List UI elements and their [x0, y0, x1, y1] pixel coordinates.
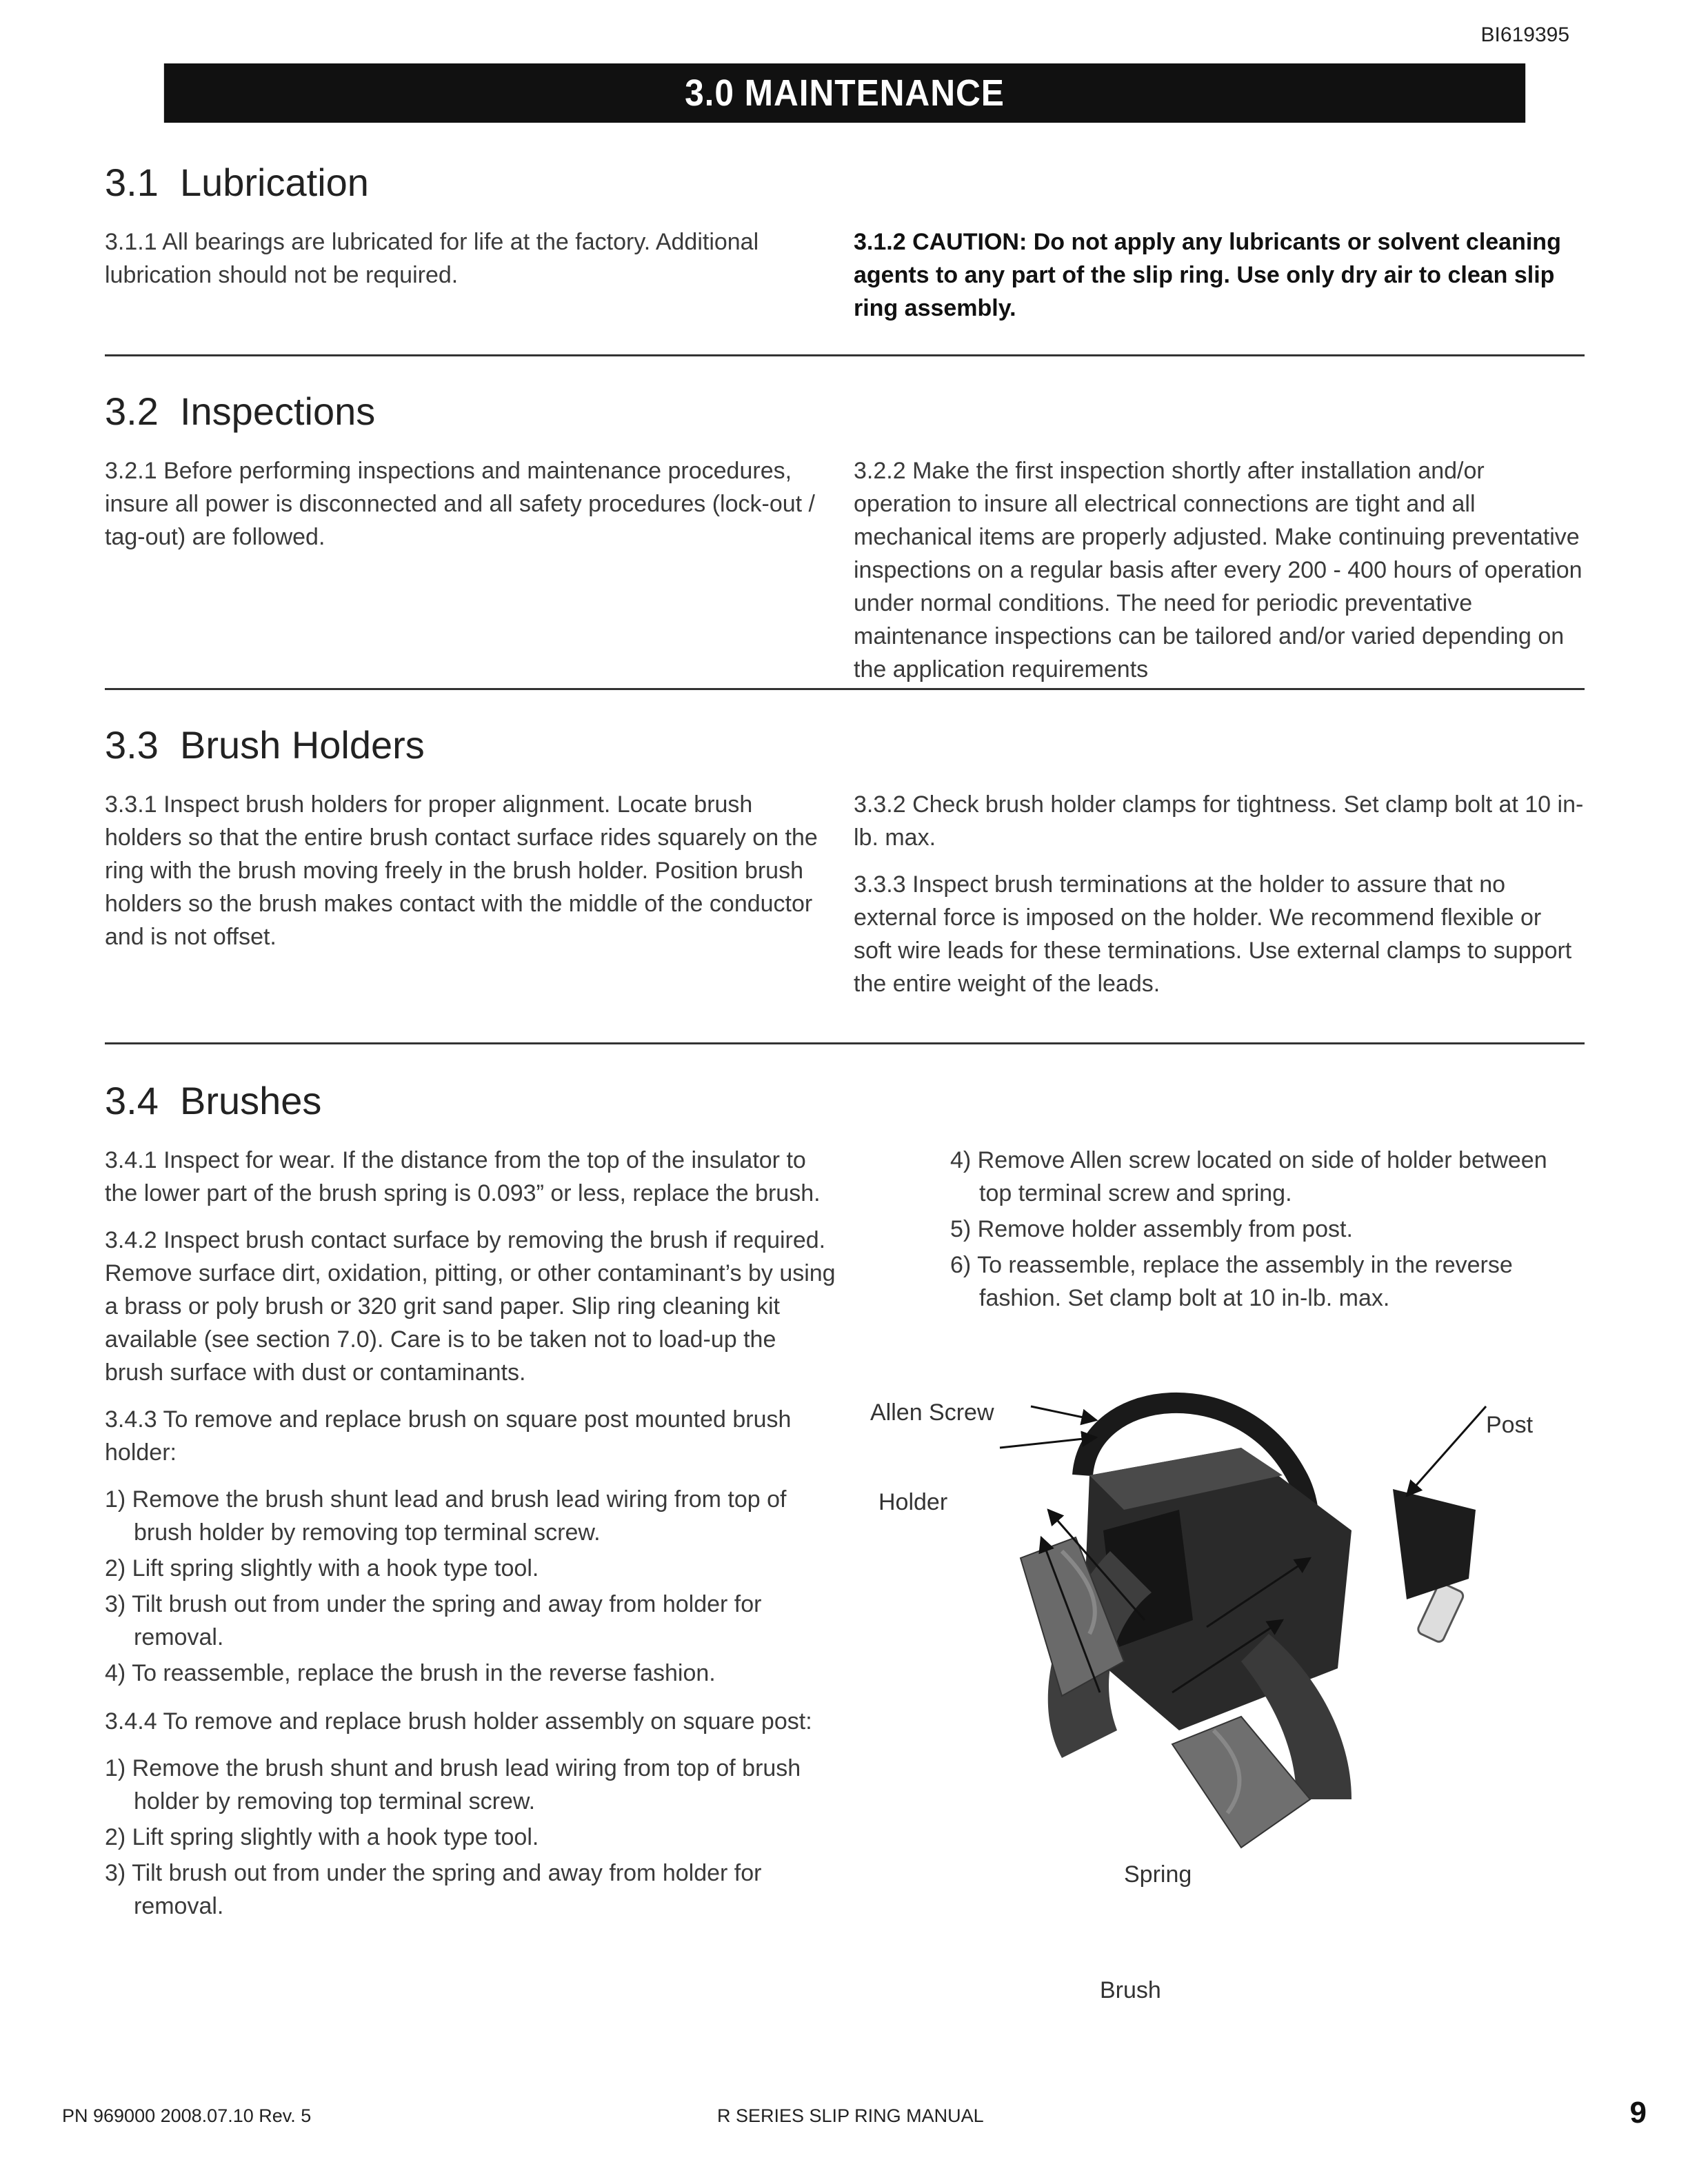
callout-spring: Spring	[1124, 1861, 1192, 1888]
steps-replace-holder-continued	[950, 1144, 1585, 1315]
paragraph-3-4-2: 3.4.2 Inspect brush contact surface by removing the brush if required. Remove surface dirt, oxidation, pitting, or other contaminant’s by using a brass or poly brush or 320 grit sand paper. Slip ring cleaning kit available (see section 7.0). Care is to be taken not to load-up the brush surface with dust or contaminants.	[105, 1227, 836, 1386]
post-block	[1393, 1489, 1476, 1599]
chapter-banner: 3.0 MAINTENANCE	[164, 63, 1525, 123]
page-number: 9	[1629, 2096, 1647, 2130]
list-item: 2) Lift spring slightly with a hook type tool.	[105, 1555, 539, 1581]
list-item: 4) To reassemble, replace the brush in the reverse fashion.	[105, 1660, 716, 1686]
list-item: 4) Remove Allen screw located on side of holder between top terminal screw and spring.	[950, 1147, 1547, 1206]
caution-3-1-2: 3.1.2 CAUTION: Do not apply any lubricants or solvent cleaning agents to any part of the slip ring. Use only dry air to clean slip ring assembly.	[854, 229, 1561, 321]
footer-manual-title: R SERIES SLIP RING MANUAL	[717, 2105, 984, 2126]
section-title: 3.1 Lubrication	[105, 161, 369, 204]
brush-holder-figure	[855, 1372, 1600, 2034]
leader-allen-screw	[1031, 1406, 1096, 1420]
callout-post: Post	[1486, 1412, 1534, 1438]
document-id: BI619395	[1480, 23, 1569, 46]
callout-brush: Brush	[1100, 1977, 1161, 2003]
list-item: 3) Tilt brush out from under the spring and away from holder for removal.	[105, 1860, 762, 1919]
steps-replace-brush	[105, 1483, 836, 1690]
section-divider	[105, 688, 1585, 690]
section-brush-holders	[105, 722, 1585, 1014]
section-lubrication	[105, 160, 1585, 338]
section-title: 3.2 Inspections	[105, 390, 376, 433]
section-divider	[105, 354, 1585, 356]
paragraph-3-4-4: 3.4.4 To remove and replace brush holder assembly on square post:	[105, 1708, 812, 1735]
section-title: 3.3 Brush Holders	[105, 723, 425, 767]
paragraph-3-4-1: 3.4.1 Inspect for wear. If the distance from the top of the insulator to the lower part of the brush spring is 0.093” or less, replace the brush.	[105, 1147, 821, 1206]
list-item: 5) Remove holder assembly from post.	[950, 1216, 1353, 1242]
paragraph-3-3-2: 3.3.2 Check brush holder clamps for tightness. Set clamp bolt at 10 in-lb. max.	[854, 791, 1584, 851]
list-item: 1) Remove the brush shunt lead and brush lead wiring from top of brush holder by removing top terminal screw.	[105, 1486, 787, 1546]
paragraph-3-1-1: 3.1.1 All bearings are lubricated for life at the factory. Additional lubrication should not be required.	[105, 229, 759, 288]
brush-holder-illustration	[855, 1372, 1600, 2034]
paragraph-3-2-1: 3.2.1 Before performing inspections and maintenance procedures, insure all power is disconnected and all safety procedures (lock-out / tag-out) are followed.	[105, 458, 815, 550]
section-divider	[105, 1042, 1585, 1044]
callout-holder: Holder	[878, 1489, 948, 1515]
paragraph-3-4-3: 3.4.3 To remove and replace brush on square post mounted brush holder:	[105, 1406, 792, 1466]
list-item: 3) Tilt brush out from under the spring and away from holder for removal.	[105, 1591, 762, 1650]
section-title: 3.4 Brushes	[105, 1079, 322, 1122]
list-item: 1) Remove the brush shunt and brush lead wiring from top of brush holder by removing top terminal screw.	[105, 1755, 801, 1814]
list-item: 6) To reassemble, replace the assembly in the reverse fashion. Set clamp bolt at 10 in-lb. max.	[950, 1252, 1513, 1311]
list-item: 2) Lift spring slightly with a hook type tool.	[105, 1824, 539, 1850]
footer-part-number: PN 969000 2008.07.10 Rev. 5	[62, 2105, 312, 2126]
section-inspections	[105, 389, 1585, 700]
steps-replace-holder	[105, 1752, 836, 1923]
paragraph-3-2-2: 3.2.2 Make the first inspection shortly after installation and/or operation to insure all electrical connections are tight and all mechanical items are properly adjusted. Make continuing preventative inspections on a regular basis after every 200 - 400 hours of operation under normal conditions. The need for periodic preventative maintenance inspections can be tailored and/or varied depending on the application requirements	[854, 458, 1582, 682]
leader-post	[1407, 1406, 1486, 1496]
paragraph-3-3-3: 3.3.3 Inspect brush terminations at the holder to assure that no external force is imposed on the holder. We recommend flexible or soft wire leads for these terminations. Use external clamps to support the entire weight of the leads.	[854, 871, 1572, 997]
callout-allen-screw: Allen Screw	[870, 1399, 994, 1426]
paragraph-3-3-1: 3.3.1 Inspect brush holders for proper alignment. Locate brush holders so that the entire brush contact surface rides squarely on the ring with the brush moving freely in the brush holder. Position brush holders so the brush makes contact with the middle of the conductor and is not offset.	[105, 791, 818, 950]
